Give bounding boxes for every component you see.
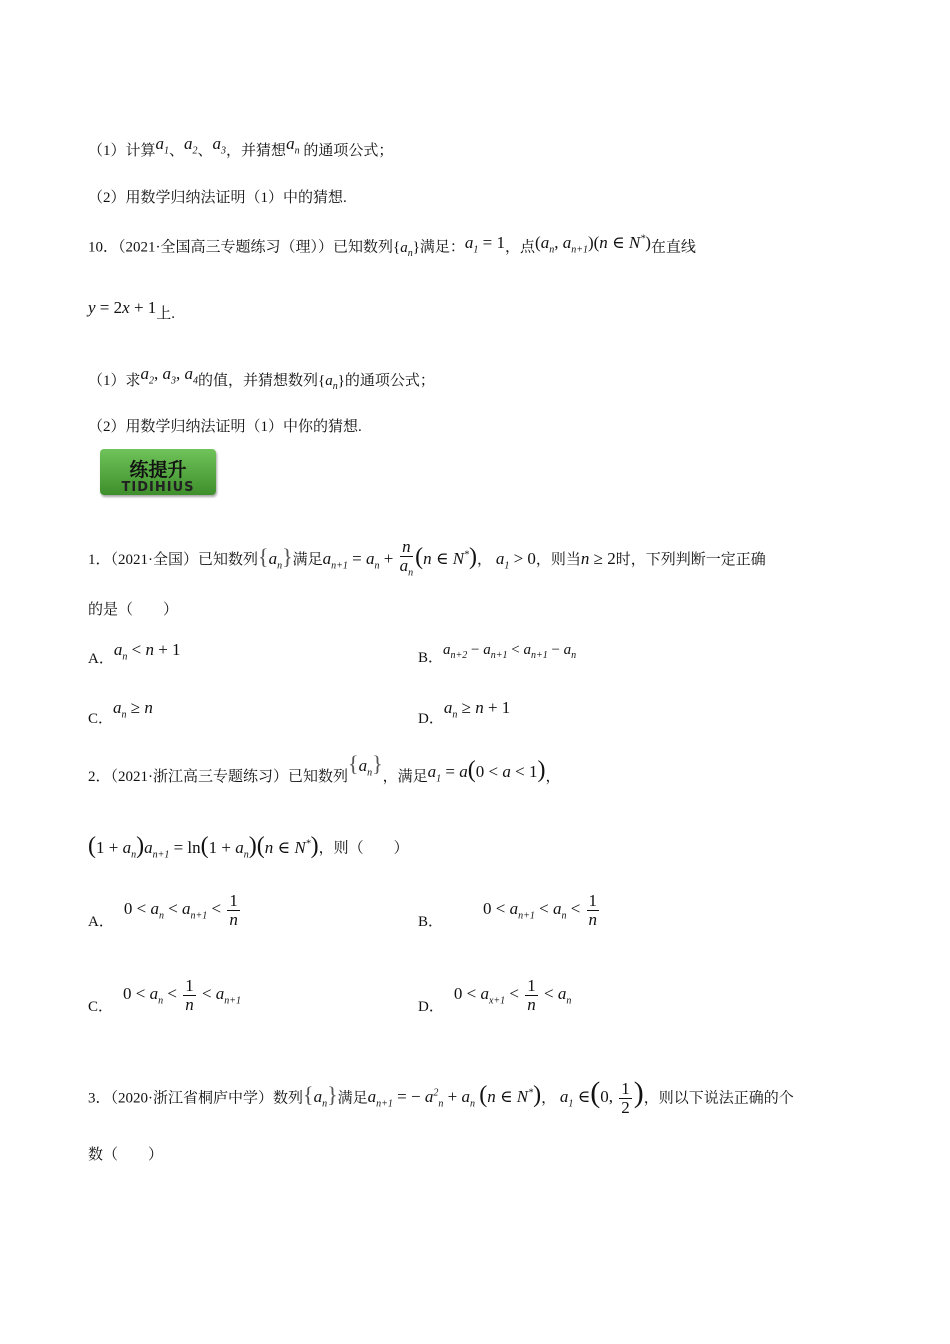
- option-label: B．: [418, 914, 444, 931]
- problem-3-line: [88, 1076, 794, 1117]
- math-expression: $\{a_n\}$: [348, 751, 383, 779]
- problem-1-line: 的是（ ）: [88, 602, 179, 618]
- option-label: C．: [88, 999, 114, 1016]
- math-expression: $a_1 = a(0 < a < 1)$: [427, 757, 546, 785]
- badge-title: 练提升: [129, 459, 187, 481]
- problem-source: （2021·浙江高三专题练习）: [110, 769, 289, 785]
- math-expression: $a_n < n + 1$: [113, 640, 181, 663]
- problem-text: ，: [541, 1090, 557, 1107]
- practice-badge: [100, 449, 216, 495]
- question-line: （2）用数学归纳法证明（1）中你的猜想.: [88, 419, 362, 435]
- question-text: （1）求: [88, 373, 141, 389]
- question-text: ，并猜想: [226, 143, 287, 159]
- math-expression: $a_3$: [212, 134, 227, 157]
- option-a[interactable]: [88, 640, 181, 667]
- problem-10-line: [88, 298, 176, 322]
- question-text: 的通项公式；: [303, 143, 394, 159]
- problem-source: （2021·全国）: [110, 552, 199, 569]
- problem-text: ，点: [505, 239, 536, 256]
- option-b[interactable]: [418, 640, 576, 666]
- problem-text: ，则（ ）: [318, 840, 409, 857]
- math-expression: n ≥ 2: [580, 549, 616, 569]
- math-expression: $a_{n+1} = a_n$ + $\frac{n}{a_n}$ (n ∈ N*): [322, 537, 478, 579]
- math-expression: $0 < a_{x+1}$ < $\frac{1}{n}$ < $a_n$: [453, 976, 572, 1014]
- math-expression: $a_1 > 0$: [495, 549, 536, 572]
- problem-text: 在直线: [650, 239, 696, 256]
- problem-text: ，则以下说法正确的个: [643, 1090, 794, 1107]
- math-expression: ($a_n$, $a_{n+1})(n$ ∈ N*): [535, 232, 651, 256]
- problem-text: ，: [545, 769, 561, 785]
- math-expression: $a_n$: [325, 373, 338, 392]
- math-expression: $a_1$ ∈(0, $\frac{1}{2}$ ): [559, 1076, 644, 1117]
- math-expression: $a_{n+2} - a_{n+1} < a_{n+1} - a_n$: [443, 642, 577, 661]
- problem-text: ，满足: [382, 769, 428, 785]
- problem-10-line: [88, 233, 696, 264]
- problem-number: 2．: [88, 769, 111, 785]
- problem-number: 1．: [88, 552, 111, 569]
- badge-subtitle: TIDIHIUS: [121, 480, 195, 495]
- math-expression: $a_n$: [286, 134, 300, 157]
- problem-text: 已知数列: [288, 769, 349, 785]
- problem-number: 10．: [88, 239, 119, 256]
- question-text: }的通项公式；: [337, 373, 435, 389]
- problem-2-line: [88, 751, 561, 793]
- problem-2-line: [88, 834, 409, 865]
- math-expression: $a_{n+1}$ = − $a^2_n + a_n$ (n ∈ N*): [367, 1082, 542, 1110]
- question-line: （2）用数学归纳法证明（1）中的猜想.: [88, 190, 347, 206]
- question-line: （1）计算$a_1$、$a_2$、$a_3$，并猜想$a_n$ 的通项公式；: [88, 134, 394, 159]
- math-expression: $a_2$, $a_3$, $a_4$: [140, 364, 199, 387]
- math-expression: $a_1$: [155, 134, 170, 157]
- problem-3-line: 数（ ）: [88, 1147, 164, 1163]
- problem-source: （2020·浙江省桐庐中学）: [110, 1090, 274, 1107]
- math-expression: $a_n$: [400, 239, 413, 259]
- question-text: 的值，并猜想数列{: [198, 373, 326, 389]
- option-c[interactable]: [88, 698, 153, 725]
- problem-text: ，: [477, 552, 493, 569]
- math-expression: $a_n \ge n + 1$: [443, 698, 511, 721]
- problem-text: }满足：: [412, 239, 465, 256]
- option-label: C．: [88, 711, 114, 727]
- problem-text: 上.: [156, 306, 176, 322]
- question-text: （1）计算: [88, 143, 156, 159]
- math-expression: $0 < a_{n+1} < a_n$ < $\frac{1}{n}$: [483, 891, 598, 929]
- option-label: D．: [418, 711, 444, 727]
- option-d[interactable]: [418, 977, 571, 1014]
- math-expression: $a_2$: [184, 134, 198, 157]
- math-expression: $0 < a_n$ < $\frac{1}{n}$ < $a_{n+1}$: [123, 976, 242, 1014]
- math-expression: $(1 + a_n)a_{n+1} = \ln(1 + a_n)(n$ ∈ N*): [88, 832, 319, 861]
- math-expression: $0 < a_n < a_{n+1}$ < $\frac{1}{n}$: [123, 891, 238, 929]
- problem-text: 满足: [292, 552, 323, 569]
- problem-number: 3．: [88, 1090, 111, 1107]
- option-d[interactable]: [418, 698, 510, 725]
- option-b[interactable]: [418, 892, 601, 929]
- option-label: A．: [88, 914, 114, 931]
- math-expression: $a_1 = 1$: [464, 232, 506, 256]
- question-line: [88, 364, 435, 397]
- math-expression: $\{a_n\}$: [258, 544, 293, 572]
- math-expression: $\{a_n\}$: [303, 1082, 338, 1110]
- problem-text: 时，下列判断一定正确: [615, 552, 766, 569]
- problem-text: 已知数列: [198, 552, 259, 569]
- problem-text: 满足: [337, 1090, 368, 1107]
- option-c[interactable]: [88, 977, 241, 1014]
- math-expression: y = 2x + 1: [88, 298, 157, 317]
- math-expression: $a_n \ge n$: [113, 698, 153, 721]
- option-label: A．: [88, 651, 114, 667]
- problem-source: （2021·全国高三专题练习（理））: [118, 239, 334, 256]
- problem-text: ，则当: [535, 552, 581, 569]
- problem-1-line: [88, 538, 766, 582]
- problem-text: 已知数列{: [333, 239, 401, 256]
- option-a[interactable]: [88, 892, 242, 929]
- problem-text: 数列: [273, 1090, 304, 1107]
- option-label: D．: [418, 999, 444, 1016]
- option-label: B．: [418, 650, 444, 666]
